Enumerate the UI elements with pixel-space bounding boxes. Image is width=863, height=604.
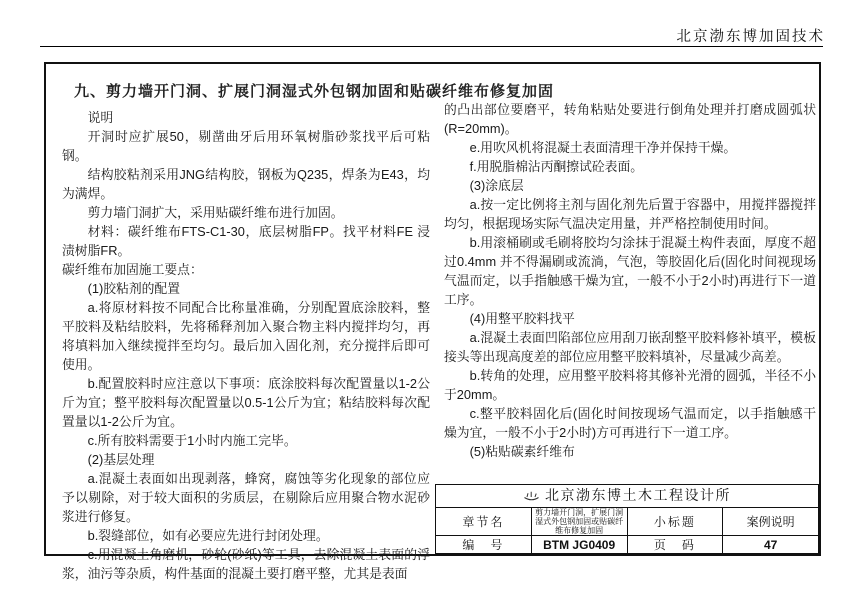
paragraph: (3)涂底层 <box>469 178 524 193</box>
paragraph: b.转角的处理，应用整平胶料将其修补光滑的圆弧，半径不小于20mm。 <box>444 368 816 402</box>
table-row <box>436 508 819 536</box>
paragraph: e.用吹风机将混凝土表面清理干净并保持干燥。 <box>469 140 737 155</box>
paragraph: c.整平胶料固化后(固化时间按现场气温而定，以手指触感干燥为宜，一般不小于2小时)方可再进行下一道工序。 <box>444 406 816 440</box>
page-label: 页 码 <box>627 536 723 554</box>
subtitle-value: 案例说明 <box>723 508 819 536</box>
page-header-company: 北京渤东博加固技术 <box>676 29 825 45</box>
chapter-value: 剪力墙开门洞，扩展门洞湿式外包钢加固或贴碳纤维布修复加固 <box>531 508 627 536</box>
paragraph: 说明 <box>87 110 114 125</box>
paragraph: (4)用整平胶料找平 <box>469 311 575 326</box>
paragraph: (2)基层处理 <box>87 452 155 467</box>
page-value: 47 <box>723 536 819 554</box>
paragraph: 剪力墙门洞扩大，采用贴碳纤维布进行加固。 <box>87 205 344 220</box>
paragraph: 材料：碳纤维布FTS-C1-30，底层树脂FP。找平材料FE 浸渍树脂FR。 <box>62 224 430 258</box>
paragraph: c.用混凝土角磨机，砂轮(砂纸)等工具，去除混凝土表面的浮浆，油污等杂质，构件基面的混凝土要打磨平整，尤其是表面 <box>62 547 430 581</box>
paragraph: a.混凝土表面凹陷部位应用刮刀嵌刮整平胶料修补填平，模板接头等出现高度差的部位应用整平胶料填补，尽量减少高差。 <box>444 330 816 364</box>
paragraph: 碳纤维布加固施工要点： <box>62 262 203 277</box>
paragraph: b.配置胶料时应注意以下事项：底涂胶料每次配置量以1-2公斤为宜；整平胶料每次配置量以0.5-1公斤为宜；粘结胶料每次配置量以1-2公斤为宜。 <box>62 376 430 429</box>
paragraph: 结构胶粘剂采用JNG结构胶，钢板为Q235，焊条为E43，均为满焊。 <box>62 167 430 201</box>
title-block-table <box>435 484 819 554</box>
chapter-label: 章节名 <box>436 508 532 536</box>
paragraph: b.裂缝部位，如有必要应先进行封闭处理。 <box>87 528 329 543</box>
paragraph: a.将原材料按不同配合比称量准确，分别配置底涂胶料，整平胶料及粘结胶料，先将稀释剂加入聚合物主料内搅拌均匀，再将填料加入继续搅拌至均匀。最后加入固化剂，充分搅拌后即可使用。 <box>62 300 430 372</box>
paragraph: b.用滚桶刷或毛刷将胶均匀涂抹于混凝土构件表面，厚度不超过0.4mm 并不得漏刷或流淌，气泡，等胶固化后(固化时间视现场气温而定，以手指触感干燥为宜，一般不小于2小时)再进行下一道工序。 <box>444 235 816 307</box>
document-title: 九、剪力墙开门洞、扩展门洞湿式外包钢加固和贴碳纤维布修复加固 <box>74 84 555 100</box>
right-text-column <box>444 100 816 461</box>
paragraph: a.混凝土表面如出现剥落，蜂窝，腐蚀等劣化现象的部位应予以剔除，对于较大面积的劣质层，在剔除后应用聚合物水泥砂浆进行修复。 <box>62 471 430 524</box>
header-divider <box>40 46 823 47</box>
number-value: BTM JG0409 <box>531 536 627 554</box>
paragraph: f.用脱脂棉沾丙酮擦试砼表面。 <box>469 159 644 174</box>
document-frame <box>44 62 821 581</box>
org-name-cell <box>436 485 819 508</box>
left-text-column <box>62 108 430 583</box>
paragraph: a.按一定比例将主剂与固化剂先后置于容器中，用搅拌器搅拌均匀，根据现场实际气温决定用量，并严格控制使用时间。 <box>444 197 816 231</box>
number-label: 编 号 <box>436 536 532 554</box>
table-row <box>436 485 819 508</box>
paragraph: (5)粘贴碳素纤维布 <box>469 444 575 459</box>
paragraph: 开洞时应扩展50，剔凿曲牙后用环氧树脂砂浆找平后可粘钢。 <box>62 129 430 163</box>
boat-sketch-icon <box>523 490 540 507</box>
paragraph: c.所有胶料需要于1小时内施工完毕。 <box>87 433 297 448</box>
paragraph: 的凸出部位要磨平，转角粘贴处要进行倒角处理并打磨成圆弧状(R=20mm)。 <box>444 102 816 136</box>
subtitle-label: 小标题 <box>627 508 723 536</box>
paragraph: (1)胶粘剂的配置 <box>87 281 181 296</box>
org-name: 北京渤东博土木工程设计所 <box>545 489 731 504</box>
table-row <box>436 536 819 554</box>
